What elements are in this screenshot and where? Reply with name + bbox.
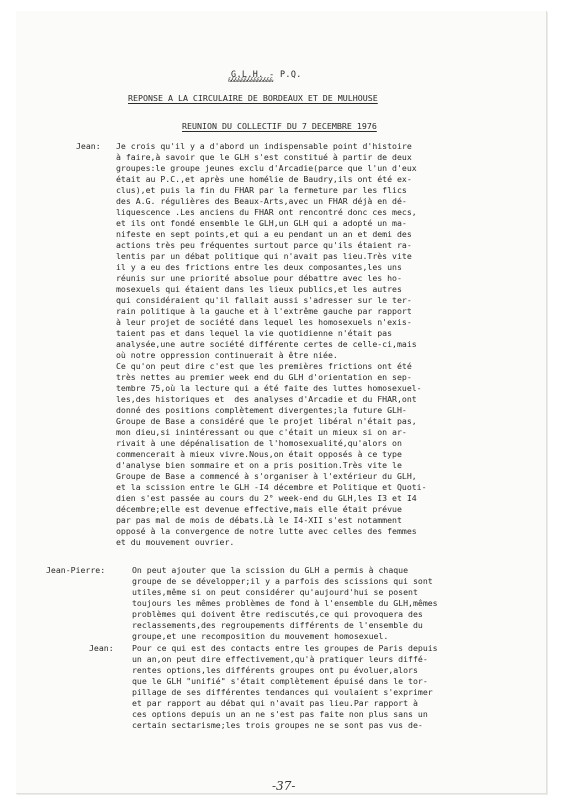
text-line: ces options depuis un an ne s'est pas faite non plus sans un (132, 709, 428, 719)
heading-ornament: &&&&&&&&&&&&&& (228, 77, 273, 84)
text-line: rentes options,les différents groupes ont pu évoluer,alors (132, 665, 418, 675)
text-line: et ils ont fondé ensemble le GLH,un GLH qui a adopté un ma- (116, 218, 407, 228)
text-line: tembre 75,où la lecture qui a été faite des luttes homosexuel- (116, 383, 422, 393)
text-line: réunis sur une priorité absolue pour débattre avec les ho- (116, 273, 402, 283)
text-line: actions très peu fréquentes surtout parce qu'ils étaient ra- (116, 240, 412, 250)
text-line: Groupe de Base a commencé à s'organiser à l'extérieur du GLH, (116, 471, 417, 481)
text-line: et du mouvement ouvrier. (116, 537, 235, 547)
text-line: dien s'est passée au cours du 2° week-end du GLH,les I3 et I4 (116, 493, 417, 503)
text-line: reclassements,des regroupements différents de l'ensemble du (132, 620, 423, 630)
text-line: certain sectarisme;les trois groupes ne se sont pas vus de- (132, 720, 423, 730)
text-line: était au P.C.,et après une homélie de Baudry,ils ont été ex- (116, 174, 412, 184)
circular-title: REPONSE A LA CIRCULAIRE DE BORDEAUX ET DE MULHOUSE (128, 93, 378, 103)
text-line: commencerait à mieux vivre.Nous,on était opposés à ce type (116, 449, 402, 459)
text-line: Pour ce qui est des contacts entre les groupes de Paris depuis (132, 643, 438, 653)
text-line: à faire,à savoir que le GLH s'est constitué à partir de deux (116, 152, 412, 162)
text-line: donné des positions complètement divergentes;la future GLH- (116, 405, 407, 415)
speaker-name: Jean: (76, 141, 101, 151)
text-line: taient pas et dans lequel la vie quotidienne n'était pas (116, 328, 393, 338)
text-line: groupe de se développer;il y a parfois des scissions qui sont (132, 576, 433, 586)
text-line: où notre oppression continuerait à être niée. (116, 350, 338, 360)
text-line: groupe,et une recomposition du mouvement homosexuel. (132, 631, 389, 641)
text-line: les,des historiques et des analyses d'Arcadie et du FHAR,ont (116, 394, 417, 404)
text-line: nifeste en sept points,et qui a eu pendant un an et demi des (116, 229, 412, 239)
text-line: des A.G. régulières des Beaux-Arts,avec un FHAR déjà en dé- (116, 196, 407, 206)
organization-heading: G.L.H. - P.Q. (231, 69, 302, 79)
text-line: pillage de ses différentes tendances qui voulaient s'exprimer (132, 687, 433, 697)
text-line: On peut ajouter que la scission du GLH a permis à chaque (132, 565, 409, 575)
text-line: Je crois qu'il y a d'abord un indispensable point d'histoire (116, 141, 412, 151)
text-line: utiles,même si on peut considérer qu'aujourd'hui se posent (132, 587, 418, 597)
text-line: lentis par un débat politique qui n'avait pas lieu.Très vite (116, 251, 412, 261)
speaker-name: Jean-Pierre: (46, 565, 106, 575)
text-line: mosexuels qui étaient dans les lieux publics,et les autres (116, 284, 402, 294)
text-line: liquescence .Les anciens du FHAR ont rencontré donc ces mecs, (116, 207, 417, 217)
text-line: problèmes qui doivent être rediscutés,ce qui provoquera des (132, 609, 423, 619)
page-number: -37- (272, 779, 296, 793)
text-line: opposé à la convergence de notre lutte avec celles des femmes (116, 526, 417, 536)
text-line: clus),et puis la fin du FHAR par la fermeture par les flics (116, 185, 407, 195)
text-line: que le GLH "unifié" s'était complètement épuisé dans le tor- (132, 676, 428, 686)
text-line: et la scission entre le GLH -I4 décembre et Politique et Quoti- (116, 482, 427, 492)
text-line: à leur projet de société dans lequel les homosexuels n'exis- (116, 317, 412, 327)
text-line: il y a eu des frictions entre les deux composantes,les uns (116, 262, 402, 272)
speaker-name: Jean: (89, 643, 114, 653)
meeting-title: REUNION DU COLLECTIF DU 7 DECEMBRE 1976 (182, 121, 377, 131)
text-line: décembre;elle est devenue effective,mais elle était prévue (116, 504, 402, 514)
text-line: toujours les mêmes problèmes de fond à l'ensemble du GLH,mêmes (132, 598, 438, 608)
text-line: Groupe de Base a considéré que le projet libéral n'était pas, (116, 416, 417, 426)
text-line: par pas mal de mois de débats.Là le I4-XII s'est notamment (116, 515, 402, 525)
text-line: et par rapport au débat qui n'avait pas lieu.Par rapport à (132, 698, 418, 708)
typewritten-page (16, 11, 547, 794)
text-line: rain politique à la gauche et à l'extrême gauche par rapport (116, 306, 412, 316)
text-line: un an,on peut dire effectivement,qu'à pratiquer leurs diffé- (132, 654, 428, 664)
text-line: groupes:le groupe jeunes exclu d'Arcadie(parce que l'un d'eux (116, 163, 417, 173)
text-line: Ce qu'on peut dire c'est que les premières frictions ont été (116, 361, 412, 371)
text-line: d'analyse bien sommaire et on a pris position.Très vite le (116, 460, 402, 470)
text-line: qui considéraient qu'il fallait aussi s'adresser sur le ter- (116, 295, 412, 305)
text-line: mon dieu,si inintéressant ou que c'était un mieux si on ar- (116, 427, 407, 437)
text-line: analysée,une autre société différente certes de celle-ci,mais (116, 339, 417, 349)
text-line: rivait à une dépénalisation de l'homosexualité,qu'alors on (116, 438, 402, 448)
text-line: très nettes au premier week end du GLH d'orientation en sep- (116, 372, 412, 382)
